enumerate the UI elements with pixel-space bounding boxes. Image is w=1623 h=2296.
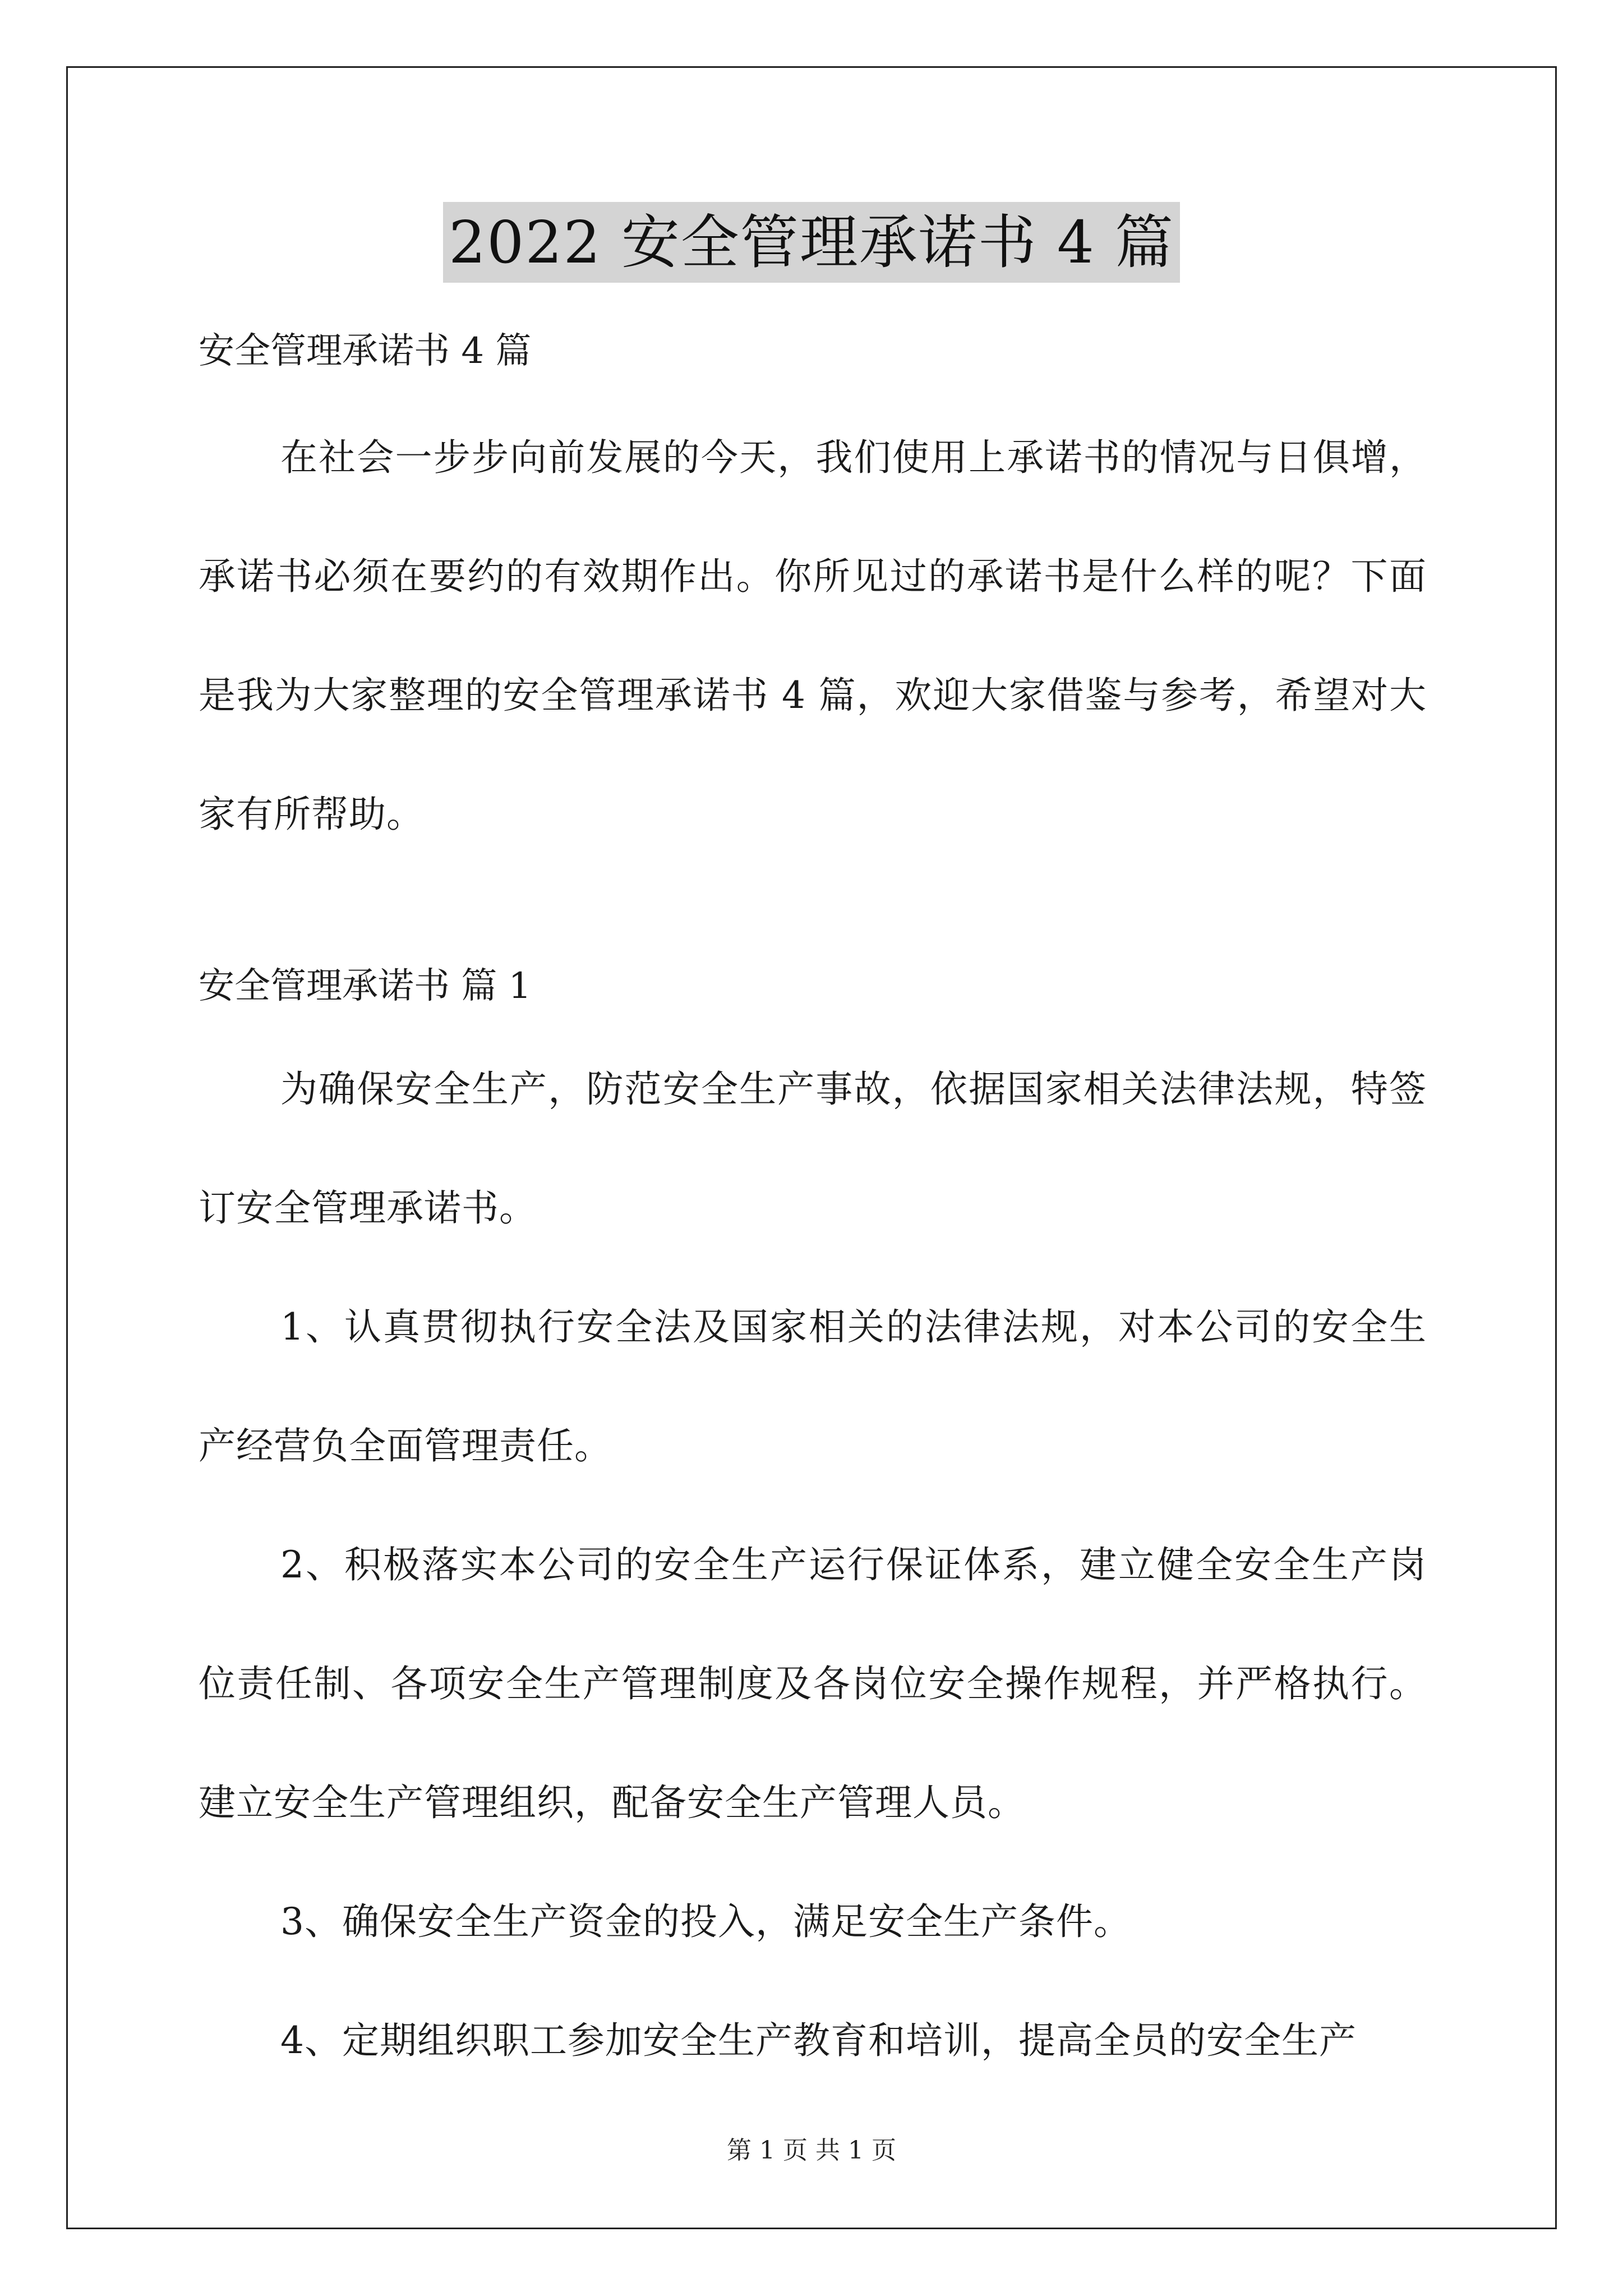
body-paragraph: 2、积极落实本公司的安全生产运行保证体系，建立健全安全生产岗位责任制、各项安全生产管理制度及各岗位安全操作规程，并严格执行。建立安全生产管理组织，配备安全生产管理人员。 [199, 1543, 1427, 1824]
title-container [0, 202, 1623, 283]
body-paragraph: 3、确保安全生产资金的投入，满足安全生产条件。 [280, 1900, 1131, 1943]
body-paragraph: 为确保安全生产，防范安全生产事故，依据国家相关法律法规，特签订安全管理承诺书。 [199, 1068, 1427, 1230]
section-heading: 安全管理承诺书 篇 1 [199, 965, 532, 1007]
subtitle-heading: 安全管理承诺书 4 篇 [199, 330, 532, 372]
body-paragraph: 1、认真贯彻执行安全法及国家相关的法律法规，对本公司的安全生产经营负全面管理责任。 [199, 1305, 1427, 1467]
body-paragraph: 4、定期组织职工参加安全生产教育和培训，提高全员的安全生产 [280, 2019, 1357, 2062]
intro-paragraph: 在社会一步步向前发展的今天，我们使用上承诺书的情况与日俱增，承诺书必须在要约的有效期作出。你所见过的承诺书是什么样的呢？下面是我为大家整理的安全管理承诺书 4 篇，欢迎大家借鉴与参考，希望对大家有所帮助。 [199, 436, 1427, 836]
page-footer: 第 1 页 共 1 页 [727, 2136, 896, 2165]
document-title: 2022 安全管理承诺书 4 篇 [443, 202, 1180, 283]
document-body [199, 309, 1427, 2100]
